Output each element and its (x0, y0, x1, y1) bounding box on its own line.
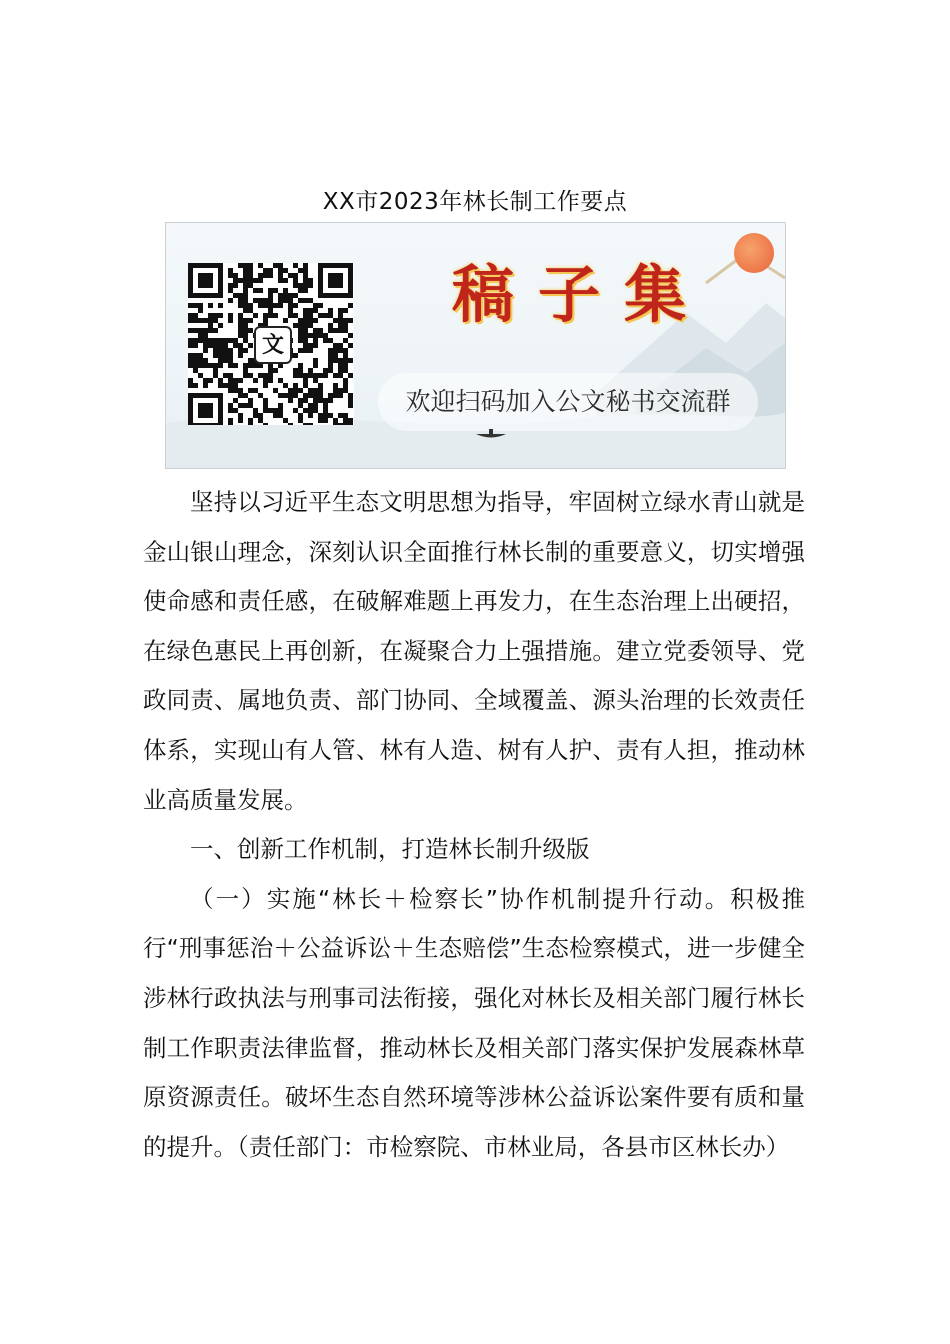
document-body (143, 478, 805, 1172)
promo-banner (165, 222, 786, 469)
boat-icon (474, 429, 508, 439)
brand-title: 稿子集 (451, 258, 710, 331)
qr-code (188, 263, 354, 425)
brand-slogan: 欢迎扫码加入公文秘书交流群 (378, 373, 758, 431)
item-paragraph: （一）实施“林长＋检察长”协作机制提升行动。积极推行“刑事惩治＋公益诉讼＋生态赔偿”生态检察模式，进一步健全涉林行政执法与刑事司法衔接，强化对林长及相关部门履行林长制工作职责法律监督，推动林长及相关部门落实保护发展森林草原资源责任。破坏生态自然环境等涉林公益诉讼案件要有质和量的提升。（责任部门：市检察院、市林业局，各县市区林长办） (143, 884, 805, 1161)
intro-paragraph: 坚持以习近平生态文明思想为指导，牢固树立绿水青山就是金山银山理念，深刻认识全面推行林长制的重要意义，切实增强使命感和责任感，在破解难题上再发力，在生态治理上出硬招，在绿色惠民上再创新，在凝聚合力上强措施。建立党委领导、党政同责、属地负责、部门协同、全域覆盖、源头治理的长效责任体系，实现山有人管、林有人造、树有人护、责有人担，推动林业高质量发展。 (143, 488, 805, 814)
qr-center-logo: 文 (254, 326, 292, 364)
section-heading: 一、创新工作机制，打造林长制升级版 (190, 835, 590, 864)
document-title: XX市2023年林长制工作要点 (322, 189, 628, 215)
